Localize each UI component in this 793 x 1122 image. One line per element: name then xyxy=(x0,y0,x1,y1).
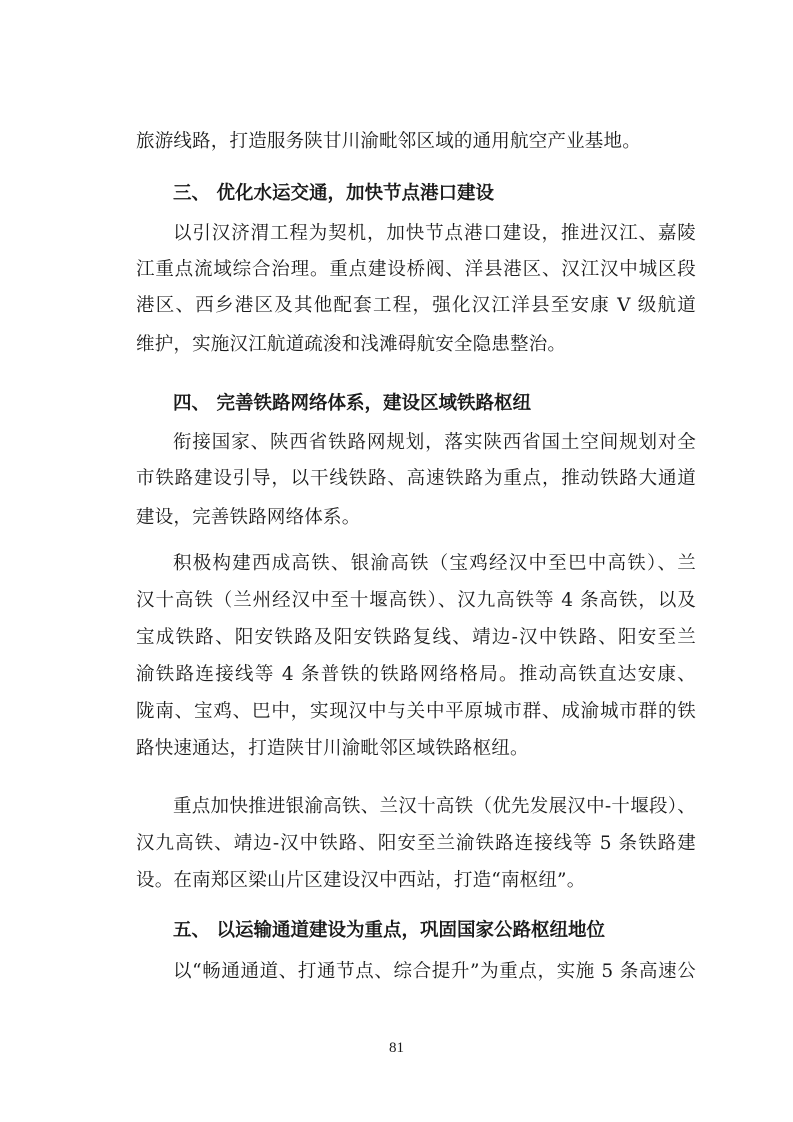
paragraph-line: 重点加快推进银渝高铁、兰汉十高铁（优先发展汉中-十堰段）、 xyxy=(173,796,696,817)
section-heading-3: 三、 优化水运交通，加快节点港口建设 xyxy=(173,183,494,204)
section-heading-5: 五、 以运输通道建设为重点，巩固国家公路枢纽地位 xyxy=(173,920,605,941)
paragraph-line: 路快速通达，打造陕甘川渝毗邻区域铁路枢纽。 xyxy=(136,738,529,759)
paragraph-line: 衔接国家、陕西省铁路网规划，落实陕西省国土空间规划对全 xyxy=(173,432,696,453)
paragraph-line: 建设，完善铁路网络体系。 xyxy=(136,507,361,528)
paragraph-line: 市铁路建设引导，以干线铁路、高速铁路为重点，推动铁路大通道 xyxy=(136,468,696,489)
paragraph-line: 维护，实施汉江航道疏浚和浅滩碍航安全隐患整治。 xyxy=(136,334,567,355)
paragraph-line: 以“畅通通道、打通节点、综合提升”为重点，实施 5 条高速公 xyxy=(173,961,696,982)
page-number: 81 xyxy=(389,1040,404,1056)
paragraph-line: 江重点流域综合治理。重点建设桥阀、洋县港区、汉江汉中城区段 xyxy=(136,259,696,280)
paragraph-line: 渝铁路连接线等 4 条普铁的铁路网络格局。推动高铁直达安康、 xyxy=(136,664,696,685)
paragraph-line: 汉九高铁、靖边-汉中铁路、阳安至兰渝铁路连接线等 5 条铁路建 xyxy=(136,833,696,854)
paragraph-line: 陇南、宝鸡、巴中，实现汉中与关中平原城市群、成渝城市群的铁 xyxy=(136,701,696,722)
section-heading-4: 四、 完善铁路网络体系，建设区域铁路枢纽 xyxy=(173,393,531,414)
paragraph-line: 港区、西乡港区及其他配套工程，强化汉江洋县至安康 V 级航道 xyxy=(136,295,696,316)
paragraph-line: 汉十高铁（兰州经汉中至十堰高铁）、汉九高铁等 4 条高铁，以及 xyxy=(136,590,696,611)
paragraph-line: 宝成铁路、阳安铁路及阳安铁路复线、靖边-汉中铁路、阳安至兰 xyxy=(136,627,696,648)
paragraph-line: 旅游线路，打造服务陕甘川渝毗邻区域的通用航空产业基地。 xyxy=(136,131,641,152)
paragraph-line: 设。在南郑区梁山片区建设汉中西站，打造“南枢纽”。 xyxy=(136,870,586,891)
paragraph-line: 积极构建西成高铁、银渝高铁（宝鸡经汉中至巴中高铁）、兰 xyxy=(173,553,696,574)
paragraph-line: 以引汉济渭工程为契机，加快节点港口建设，推进汉江、嘉陵 xyxy=(173,223,696,244)
